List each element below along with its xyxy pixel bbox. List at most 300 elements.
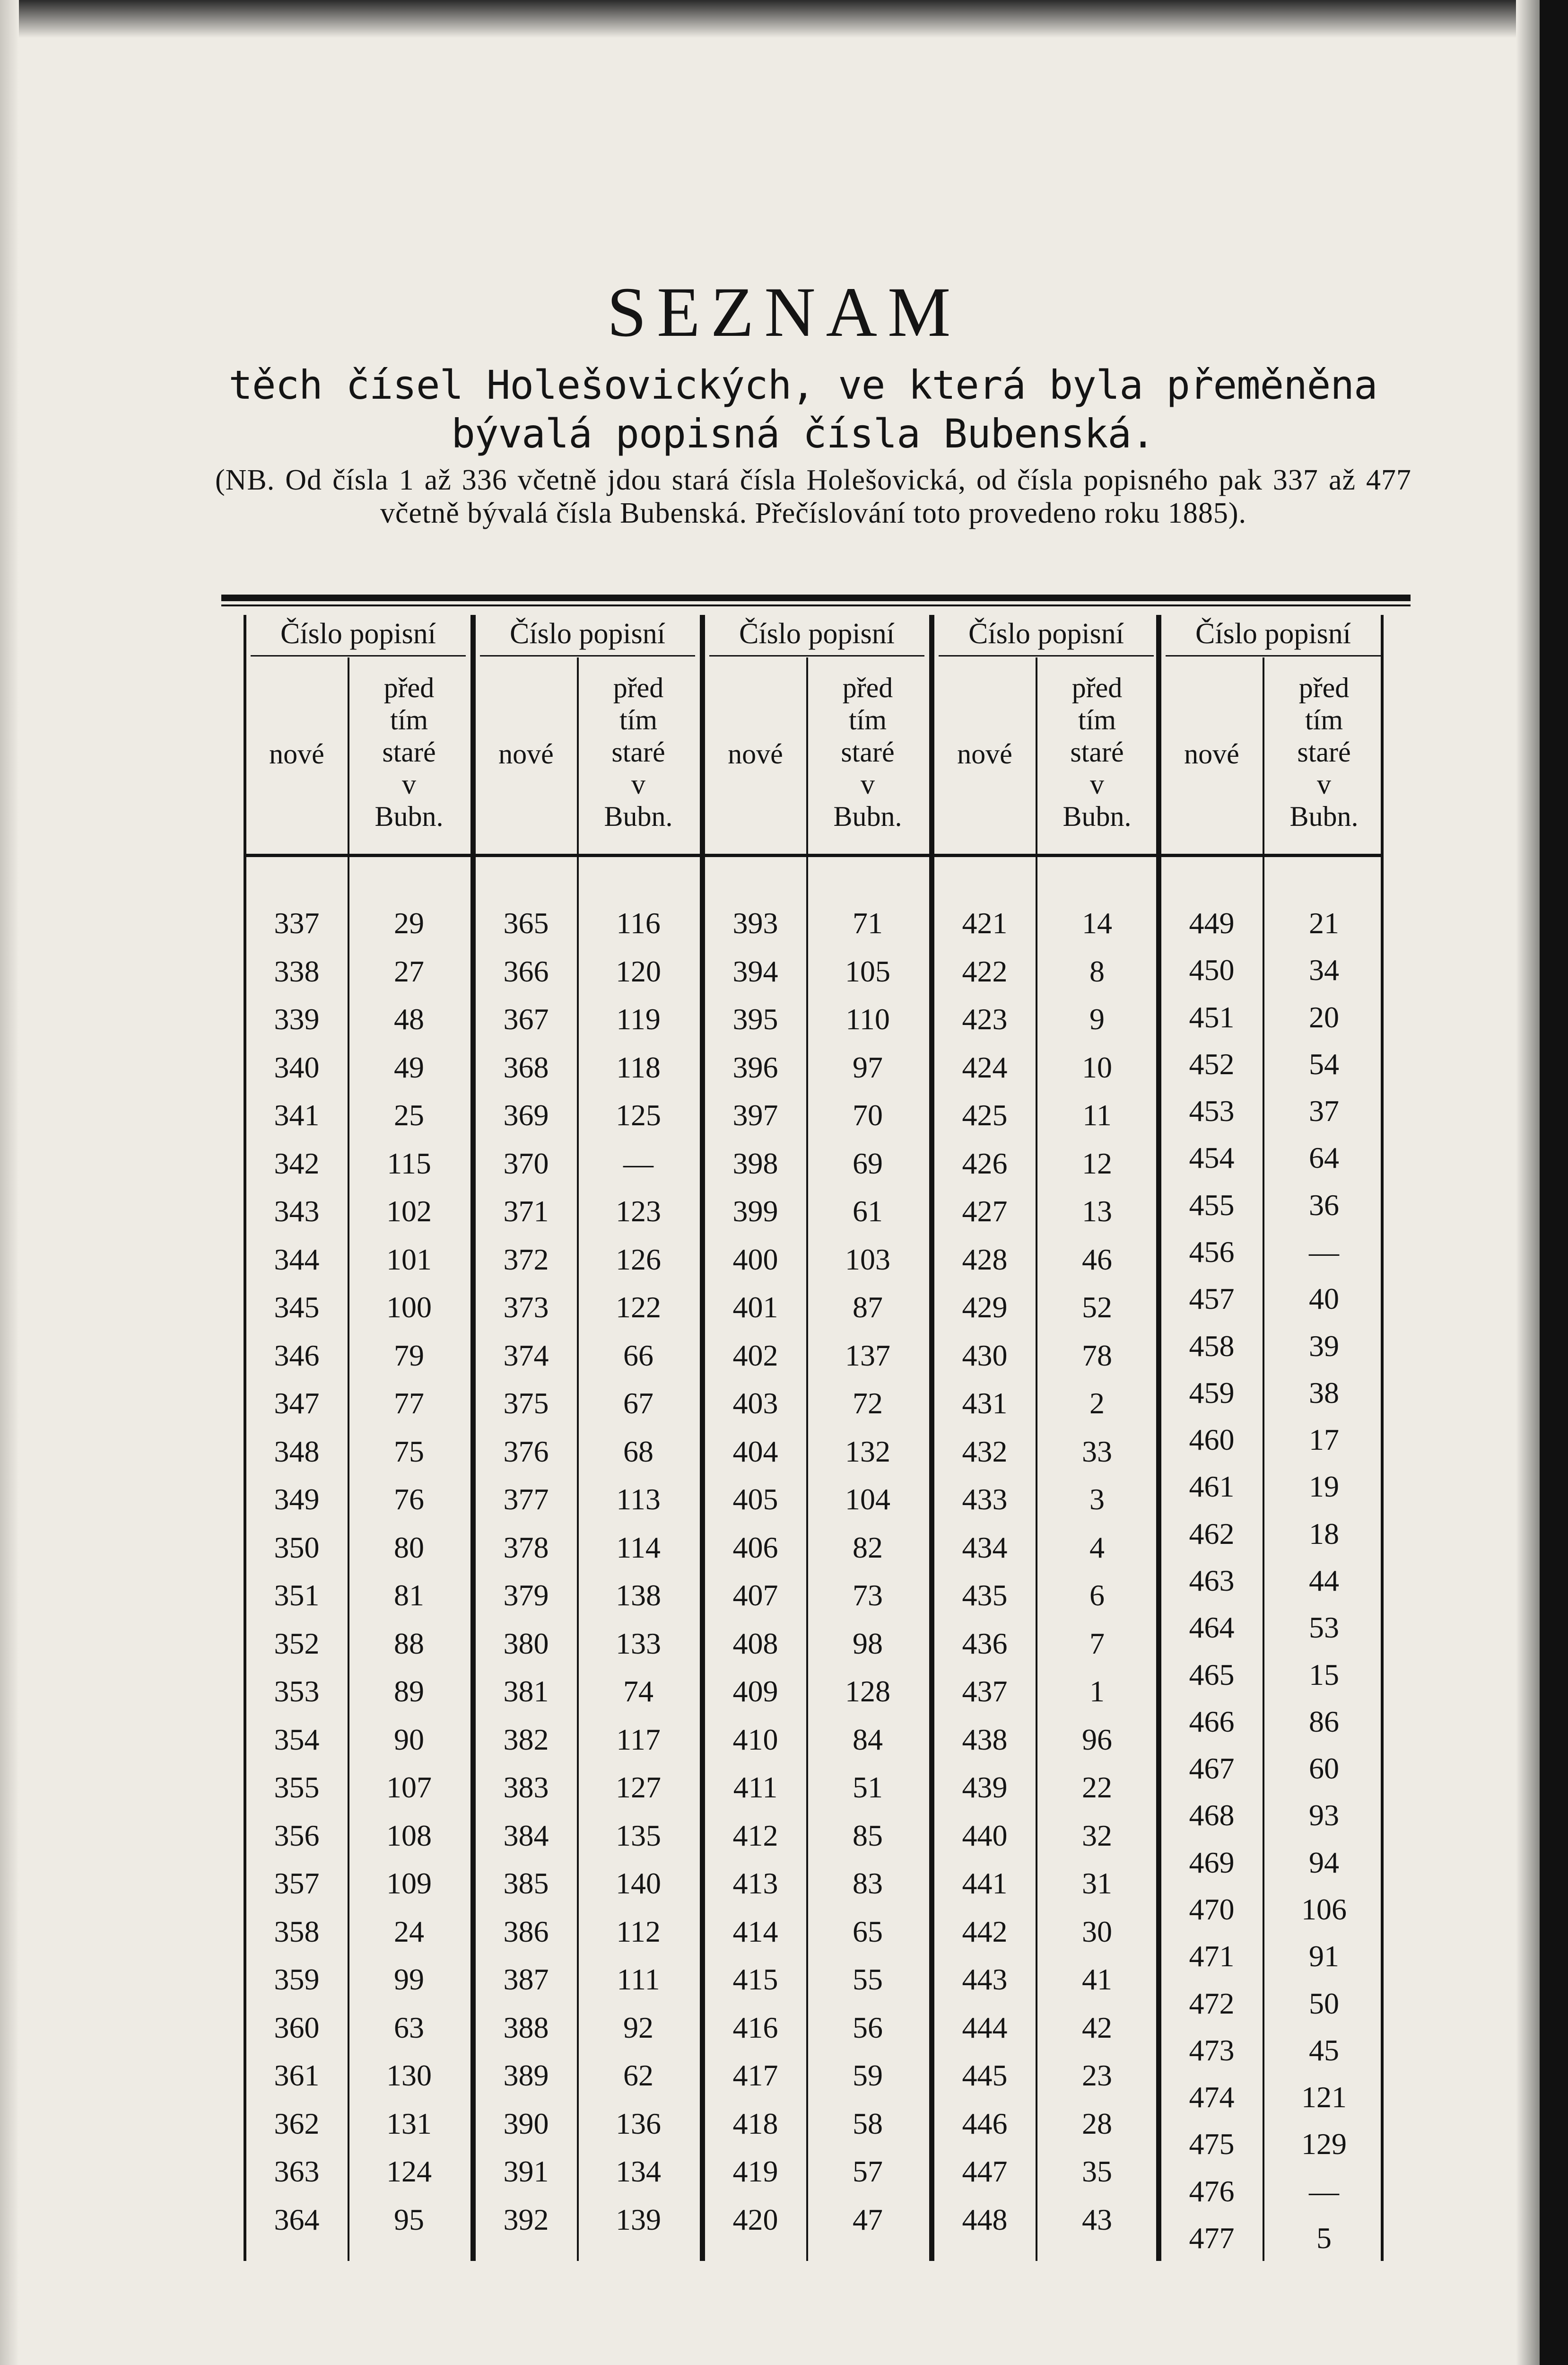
table-cell-new-number: 470 <box>1189 1892 1235 1926</box>
table-cell-old-bubenec-number: 11 <box>1082 1098 1112 1132</box>
table-cell-old-bubenec-number: 100 <box>386 1290 432 1324</box>
table-cell-old-bubenec-number: 91 <box>1309 1939 1339 1973</box>
table-cell-old-bubenec-number: 112 <box>616 1914 661 1948</box>
table-cell-old-bubenec-number: 57 <box>853 2155 883 2188</box>
table-cell-new-number: 338 <box>274 954 320 988</box>
table-cell-new-number: 406 <box>732 1530 778 1564</box>
table-cell-old-bubenec-number: 81 <box>394 1578 424 1612</box>
table-cell-new-number: 437 <box>962 1674 1008 1708</box>
explanatory-note: (NB. Od čísla 1 až 336 včetně jdou stará čísla Holešovická, od čísla popisného pak 337 až 477 včetně bývalá čísla Bubenská. Přečíslování toto provedeno roku 1885). <box>215 464 1411 529</box>
column-header-line: v <box>1317 769 1331 800</box>
table-cell-old-bubenec-number: 55 <box>853 1962 883 1996</box>
table-cell-new-number: 402 <box>732 1338 778 1372</box>
table-cell-new-number: 396 <box>732 1050 778 1084</box>
table-cell-new-number: 434 <box>962 1530 1008 1564</box>
table-cell-old-bubenec-number: 113 <box>616 1482 661 1516</box>
table-cell-new-number: 411 <box>733 1770 778 1804</box>
table-cell-old-bubenec-number: 107 <box>386 1770 432 1804</box>
table-cell-new-number: 410 <box>732 1722 778 1756</box>
table-cell-new-number: 372 <box>503 1242 549 1276</box>
table-cell-old-bubenec-number: 27 <box>394 954 424 988</box>
table-cell-new-number: 366 <box>503 954 549 988</box>
table-cell-old-bubenec-number: 59 <box>853 2058 883 2092</box>
group-title-underline <box>709 655 924 657</box>
group-title-underline <box>939 655 1154 657</box>
table-cell-new-number: 471 <box>1189 1939 1235 1973</box>
table-cell-new-number: 398 <box>732 1146 778 1180</box>
table-cell-old-bubenec-number: 68 <box>623 1434 653 1468</box>
column-header-nove: nové <box>728 738 783 770</box>
table-cell-old-bubenec-number: 129 <box>1301 2127 1347 2161</box>
column-header-line: tím <box>1305 704 1343 736</box>
table-cell-old-bubenec-number: 63 <box>394 2010 424 2044</box>
table-cell-new-number: 371 <box>503 1194 549 1228</box>
table-cell-new-number: 430 <box>962 1338 1008 1372</box>
table-cell-old-bubenec-number: 7 <box>1089 1626 1105 1660</box>
table-cell-new-number: 361 <box>274 2058 320 2092</box>
table-cell-new-number: 440 <box>962 1818 1008 1852</box>
table-cell-old-bubenec-number: 52 <box>1082 1290 1112 1324</box>
table-cell-new-number: 363 <box>274 2155 320 2188</box>
table-cell-old-bubenec-number: 18 <box>1309 1516 1339 1550</box>
table-cell-old-bubenec-number: 135 <box>616 1818 661 1852</box>
table-cell-old-bubenec-number: 45 <box>1309 2033 1339 2067</box>
table-cell-old-bubenec-number: 42 <box>1082 2010 1112 2044</box>
column-header-line: staré <box>1297 736 1351 768</box>
table-cell-new-number: 360 <box>274 2010 320 2044</box>
table-cell-old-bubenec-number: 30 <box>1082 1914 1112 1948</box>
table-cell-old-bubenec-number: 94 <box>1309 1845 1339 1879</box>
column-divider-line <box>806 657 808 2261</box>
table-cell-old-bubenec-number: 28 <box>1082 2106 1112 2140</box>
table-cell-new-number: 377 <box>503 1482 549 1516</box>
table-cell-old-bubenec-number: 2 <box>1089 1386 1105 1420</box>
table-cell-new-number: 376 <box>503 1434 549 1468</box>
table-cell-new-number: 346 <box>274 1338 320 1372</box>
table-cell-new-number: 379 <box>503 1578 549 1612</box>
table-cell-old-bubenec-number: 38 <box>1309 1375 1339 1410</box>
table-cell-new-number: 382 <box>503 1722 549 1756</box>
table-cell-new-number: 352 <box>274 1626 320 1660</box>
table-cell-new-number: 460 <box>1189 1423 1235 1457</box>
table-cell-old-bubenec-number: 21 <box>1309 906 1339 940</box>
table-cell-new-number: 353 <box>274 1674 320 1708</box>
table-cell-new-number: 456 <box>1189 1235 1235 1269</box>
table-cell-old-bubenec-number: 29 <box>394 906 424 940</box>
table-cell-new-number: 446 <box>962 2106 1008 2140</box>
table-cell-old-bubenec-number: 54 <box>1309 1047 1339 1081</box>
table-cell-old-bubenec-number: 75 <box>394 1434 424 1468</box>
table-cell-new-number: 375 <box>503 1386 549 1420</box>
table-cell-new-number: 466 <box>1189 1704 1235 1738</box>
table-cell-new-number: 386 <box>503 1914 549 1948</box>
table-cell-new-number: 452 <box>1189 1047 1235 1081</box>
table-cell-old-bubenec-number: 105 <box>845 954 890 988</box>
table-cell-new-number: 428 <box>962 1242 1008 1276</box>
table-cell-old-bubenec-number: 17 <box>1309 1423 1339 1457</box>
table-cell-old-bubenec-number: 22 <box>1082 1770 1112 1804</box>
table-cell-new-number: 395 <box>732 1002 778 1036</box>
group-title-underline <box>251 655 466 657</box>
table-cell-old-bubenec-number: 138 <box>616 1578 661 1612</box>
table-cell-new-number: 403 <box>732 1386 778 1420</box>
column-header-line: v <box>402 769 416 800</box>
table-cell-old-bubenec-number: 36 <box>1309 1188 1339 1222</box>
table-cell-old-bubenec-number: 71 <box>853 906 883 940</box>
table-cell-old-bubenec-number: 70 <box>853 1098 883 1132</box>
table-cell-new-number: 474 <box>1189 2080 1235 2114</box>
table-cell-old-bubenec-number: 104 <box>845 1482 890 1516</box>
column-header-line: staré <box>841 736 895 768</box>
table-cell-old-bubenec-number: 34 <box>1309 953 1339 987</box>
table-cell-old-bubenec-number: 97 <box>853 1050 883 1084</box>
table-cell-new-number: 364 <box>274 2202 320 2236</box>
table-cell-new-number: 337 <box>274 906 320 940</box>
table-cell-old-bubenec-number: 32 <box>1082 1818 1112 1852</box>
group-title-cislo-popisni: Číslo popisní <box>509 618 665 650</box>
table-cell-old-bubenec-number: 24 <box>394 1914 424 1948</box>
group-title-underline <box>1166 655 1381 657</box>
table-cell-new-number: 450 <box>1189 953 1235 987</box>
column-header-line: před <box>1298 672 1350 703</box>
column-header-pred-tim-stare-v-bubn <box>1263 672 1385 832</box>
table-cell-old-bubenec-number: 111 <box>617 1962 660 1996</box>
table-cell-new-number: 455 <box>1189 1188 1235 1222</box>
table-cell-new-number: 458 <box>1189 1329 1235 1363</box>
subtitle-line-1: těch čísel Holešovických, ve která byla přeměněna <box>228 362 1377 408</box>
table-cell-new-number: 373 <box>503 1290 549 1324</box>
scan-edge-top <box>0 0 1568 38</box>
table-cell-old-bubenec-number: 47 <box>853 2202 883 2236</box>
column-header-line: Bubn. <box>375 801 444 832</box>
table-cell-new-number: 421 <box>962 906 1008 940</box>
table-cell-old-bubenec-number: 87 <box>853 1290 883 1324</box>
table-cell-old-bubenec-number: 62 <box>623 2058 653 2092</box>
table-cell-new-number: 358 <box>274 1914 320 1948</box>
table-cell-old-bubenec-number: 95 <box>394 2202 424 2236</box>
table-cell-new-number: 390 <box>503 2106 549 2140</box>
column-header-line: tím <box>1078 704 1116 736</box>
table-cell-old-bubenec-number: — <box>1309 1235 1339 1269</box>
table-cell-old-bubenec-number: 114 <box>616 1530 661 1564</box>
table-cell-old-bubenec-number: 25 <box>394 1098 424 1132</box>
table-cell-old-bubenec-number: 96 <box>1082 1722 1112 1756</box>
table-cell-old-bubenec-number: 69 <box>853 1146 883 1180</box>
table-cell-new-number: 374 <box>503 1338 549 1372</box>
table-cell-new-number: 477 <box>1189 2221 1235 2255</box>
table-cell-new-number: 424 <box>962 1050 1008 1084</box>
table-cell-new-number: 451 <box>1189 1000 1235 1034</box>
table-cell-new-number: 356 <box>274 1818 320 1852</box>
table-cell-old-bubenec-number: 121 <box>1301 2080 1347 2114</box>
table-cell-new-number: 467 <box>1189 1752 1235 1786</box>
table-cell-new-number: 394 <box>732 954 778 988</box>
group-separator-line <box>244 615 246 2261</box>
table-cell-old-bubenec-number: 101 <box>386 1242 432 1276</box>
table-cell-new-number: 344 <box>274 1242 320 1276</box>
table-cell-old-bubenec-number: 78 <box>1082 1338 1112 1372</box>
table-cell-new-number: 404 <box>732 1434 778 1468</box>
table-cell-new-number: 367 <box>503 1002 549 1036</box>
scan-edge-left <box>0 0 19 2365</box>
table-cell-old-bubenec-number: 61 <box>853 1194 883 1228</box>
table-cell-new-number: 443 <box>962 1962 1008 1996</box>
scan-edge-right-shade <box>1516 0 1540 2365</box>
table-cell-old-bubenec-number: 119 <box>616 1002 661 1036</box>
table-cell-old-bubenec-number: 86 <box>1309 1704 1339 1738</box>
table-cell-old-bubenec-number: 14 <box>1082 906 1112 940</box>
group-title-underline <box>480 655 695 657</box>
table-cell-new-number: 453 <box>1189 1094 1235 1128</box>
table-cell-new-number: 401 <box>732 1290 778 1324</box>
table-cell-new-number: 419 <box>732 2155 778 2188</box>
table-cell-new-number: 423 <box>962 1002 1008 1036</box>
table-cell-new-number: 416 <box>732 2010 778 2044</box>
table-cell-old-bubenec-number: 13 <box>1082 1194 1112 1228</box>
table-cell-old-bubenec-number: 136 <box>616 2106 661 2140</box>
table-cell-new-number: 468 <box>1189 1798 1235 1832</box>
table-cell-old-bubenec-number: 103 <box>845 1242 890 1276</box>
table-cell-new-number: 448 <box>962 2202 1008 2236</box>
table-cell-new-number: 351 <box>274 1578 320 1612</box>
group-title-cislo-popisni: Číslo popisní <box>1195 618 1351 650</box>
table-cell-new-number: 462 <box>1189 1516 1235 1550</box>
column-header-line: staré <box>1070 736 1124 768</box>
table-cell-new-number: 340 <box>274 1050 320 1084</box>
table-cell-old-bubenec-number: 3 <box>1089 1482 1105 1516</box>
table-cell-old-bubenec-number: 139 <box>616 2202 661 2236</box>
table-cell-new-number: 454 <box>1189 1141 1235 1175</box>
table-cell-old-bubenec-number: 65 <box>853 1914 883 1948</box>
table-cell-old-bubenec-number: 72 <box>853 1386 883 1420</box>
column-header-line: v <box>861 769 875 800</box>
table-cell-new-number: 441 <box>962 1866 1008 1900</box>
table-cell-old-bubenec-number: 49 <box>394 1050 424 1084</box>
table-cell-new-number: 380 <box>503 1626 549 1660</box>
table-cell-old-bubenec-number: 93 <box>1309 1798 1339 1832</box>
table-cell-new-number: 431 <box>962 1386 1008 1420</box>
table-cell-new-number: 341 <box>274 1098 320 1132</box>
table-cell-new-number: 369 <box>503 1098 549 1132</box>
table-cell-new-number: 469 <box>1189 1845 1235 1879</box>
table-cell-new-number: 347 <box>274 1386 320 1420</box>
table-header-rule <box>246 854 1381 857</box>
table-cell-old-bubenec-number: 79 <box>394 1338 424 1372</box>
column-divider-line <box>1036 657 1037 2261</box>
table-cell-new-number: 357 <box>274 1866 320 1900</box>
table-cell-old-bubenec-number: 124 <box>386 2155 432 2188</box>
table-cell-old-bubenec-number: 131 <box>386 2106 432 2140</box>
table-cell-new-number: 391 <box>503 2155 549 2188</box>
table-cell-new-number: 354 <box>274 1722 320 1756</box>
column-header-pred-tim-stare-v-bubn <box>348 672 470 832</box>
table-cell-old-bubenec-number: 50 <box>1309 1986 1339 2020</box>
column-divider-line <box>348 657 349 2261</box>
table-cell-new-number: 436 <box>962 1626 1008 1660</box>
table-cell-new-number: 339 <box>274 1002 320 1036</box>
table-cell-old-bubenec-number: 89 <box>394 1674 424 1708</box>
table-cell-old-bubenec-number: 74 <box>623 1674 653 1708</box>
table-cell-new-number: 464 <box>1189 1611 1235 1645</box>
table-cell-old-bubenec-number: 128 <box>845 1674 890 1708</box>
table-cell-old-bubenec-number: 122 <box>616 1290 661 1324</box>
table-cell-new-number: 405 <box>732 1482 778 1516</box>
table-cell-old-bubenec-number: 51 <box>853 1770 883 1804</box>
table-cell-new-number: 350 <box>274 1530 320 1564</box>
table-cell-new-number: 408 <box>732 1626 778 1660</box>
table-cell-new-number: 362 <box>274 2106 320 2140</box>
group-separator-line <box>932 615 934 2261</box>
group-title-cislo-popisni: Číslo popisní <box>739 618 895 650</box>
column-header-line: před <box>613 672 664 703</box>
table-cell-old-bubenec-number: 31 <box>1082 1866 1112 1900</box>
table-cell-new-number: 413 <box>732 1866 778 1900</box>
table-cell-old-bubenec-number: 35 <box>1082 2155 1112 2188</box>
column-header-line: Bubn. <box>604 801 673 832</box>
table-cell-new-number: 400 <box>732 1242 778 1276</box>
table-cell-new-number: 465 <box>1189 1657 1235 1691</box>
column-header-nove: nové <box>1184 738 1239 770</box>
table-cell-new-number: 439 <box>962 1770 1008 1804</box>
table-cell-new-number: 447 <box>962 2155 1008 2188</box>
table-cell-old-bubenec-number: 9 <box>1089 1002 1105 1036</box>
column-header-line: Bubn. <box>1289 801 1359 832</box>
table-cell-old-bubenec-number: 76 <box>394 1482 424 1516</box>
column-header-line: Bubn. <box>1063 801 1132 832</box>
table-cell-new-number: 461 <box>1189 1470 1235 1504</box>
table-cell-new-number: 383 <box>503 1770 549 1804</box>
group-separator-line <box>473 615 476 2261</box>
table-cell-new-number: 459 <box>1189 1375 1235 1410</box>
table-cell-old-bubenec-number: 85 <box>853 1818 883 1852</box>
table-cell-old-bubenec-number: 99 <box>394 1962 424 1996</box>
table-cell-new-number: 370 <box>503 1146 549 1180</box>
table-top-rule-thin <box>221 604 1411 606</box>
table-cell-new-number: 476 <box>1189 2174 1235 2208</box>
table-cell-new-number: 427 <box>962 1194 1008 1228</box>
table-cell-new-number: 418 <box>732 2106 778 2140</box>
table-cell-new-number: 432 <box>962 1434 1008 1468</box>
table-cell-old-bubenec-number: 48 <box>394 1002 424 1036</box>
table-cell-new-number: 449 <box>1189 906 1235 940</box>
table-cell-old-bubenec-number: 102 <box>386 1194 432 1228</box>
table-cell-old-bubenec-number: 134 <box>616 2155 661 2188</box>
table-cell-new-number: 397 <box>732 1098 778 1132</box>
table-cell-new-number: 444 <box>962 2010 1008 2044</box>
table-cell-new-number: 393 <box>732 906 778 940</box>
table-cell-new-number: 445 <box>962 2058 1008 2092</box>
column-header-pred-tim-stare-v-bubn <box>577 672 700 832</box>
table-cell-new-number: 343 <box>274 1194 320 1228</box>
table-cell-new-number: 463 <box>1189 1564 1235 1597</box>
table-cell-new-number: 342 <box>274 1146 320 1180</box>
table-cell-old-bubenec-number: 80 <box>394 1530 424 1564</box>
table-cell-old-bubenec-number: 126 <box>616 1242 661 1276</box>
table-cell-old-bubenec-number: 67 <box>623 1386 653 1420</box>
table-cell-new-number: 472 <box>1189 1986 1235 2020</box>
table-cell-old-bubenec-number: 66 <box>623 1338 653 1372</box>
table-cell-new-number: 392 <box>503 2202 549 2236</box>
table-cell-old-bubenec-number: 108 <box>386 1818 432 1852</box>
column-divider-line <box>1263 657 1264 2261</box>
group-separator-line <box>702 615 705 2261</box>
column-header-line: v <box>631 769 645 800</box>
table-top-rule <box>221 595 1411 601</box>
table-cell-old-bubenec-number: 15 <box>1309 1657 1339 1691</box>
column-header-nove: nové <box>498 738 554 770</box>
table-cell-new-number: 426 <box>962 1146 1008 1180</box>
table-cell-new-number: 415 <box>732 1962 778 1996</box>
table-cell-old-bubenec-number: 82 <box>853 1530 883 1564</box>
table-cell-old-bubenec-number: 5 <box>1316 2221 1332 2255</box>
column-header-line: staré <box>382 736 436 768</box>
table-cell-old-bubenec-number: 77 <box>394 1386 424 1420</box>
table-cell-old-bubenec-number: 120 <box>616 954 661 988</box>
table-cell-new-number: 475 <box>1189 2127 1235 2161</box>
column-header-line: tím <box>848 704 887 736</box>
table-cell-old-bubenec-number: 53 <box>1309 1611 1339 1645</box>
table-cell-new-number: 473 <box>1189 2033 1235 2067</box>
table-cell-old-bubenec-number: 33 <box>1082 1434 1112 1468</box>
table-cell-old-bubenec-number: 56 <box>853 2010 883 2044</box>
table-cell-new-number: 422 <box>962 954 1008 988</box>
table-cell-new-number: 433 <box>962 1482 1008 1516</box>
column-header-line: staré <box>611 736 665 768</box>
table-cell-old-bubenec-number: 1 <box>1089 1674 1105 1708</box>
table-cell-old-bubenec-number: 110 <box>845 1002 890 1036</box>
table-cell-new-number: 384 <box>503 1818 549 1852</box>
table-cell-new-number: 442 <box>962 1914 1008 1948</box>
table-cell-old-bubenec-number: 88 <box>394 1626 424 1660</box>
table-cell-old-bubenec-number: 40 <box>1309 1282 1339 1316</box>
table-cell-old-bubenec-number: 6 <box>1089 1578 1105 1612</box>
table-cell-new-number: 388 <box>503 2010 549 2044</box>
table-cell-new-number: 399 <box>732 1194 778 1228</box>
table-cell-new-number: 412 <box>732 1818 778 1852</box>
table-cell-old-bubenec-number: 125 <box>616 1098 661 1132</box>
table-cell-old-bubenec-number: 58 <box>853 2106 883 2140</box>
table-cell-new-number: 385 <box>503 1866 549 1900</box>
table-cell-old-bubenec-number: 10 <box>1082 1050 1112 1084</box>
table-cell-new-number: 355 <box>274 1770 320 1804</box>
table-cell-old-bubenec-number: 37 <box>1309 1094 1339 1128</box>
table-cell-new-number: 378 <box>503 1530 549 1564</box>
table-cell-old-bubenec-number: 106 <box>1301 1892 1347 1926</box>
table-cell-old-bubenec-number: 109 <box>386 1866 432 1900</box>
table-cell-old-bubenec-number: 41 <box>1082 1962 1112 1996</box>
table-cell-old-bubenec-number: 132 <box>845 1434 890 1468</box>
table-cell-new-number: 359 <box>274 1962 320 1996</box>
table-cell-old-bubenec-number: 130 <box>386 2058 432 2092</box>
table-cell-new-number: 389 <box>503 2058 549 2092</box>
table-cell-old-bubenec-number: 60 <box>1309 1752 1339 1786</box>
table-cell-old-bubenec-number: 20 <box>1309 1000 1339 1034</box>
table-cell-old-bubenec-number: 44 <box>1309 1564 1339 1597</box>
table-cell-old-bubenec-number: 123 <box>616 1194 661 1228</box>
column-header-line: Bubn. <box>833 801 902 832</box>
table-cell-new-number: 407 <box>732 1578 778 1612</box>
table-cell-new-number: 387 <box>503 1962 549 1996</box>
table-cell-new-number: 409 <box>732 1674 778 1708</box>
table-cell-old-bubenec-number: 39 <box>1309 1329 1339 1363</box>
table-cell-old-bubenec-number: 43 <box>1082 2202 1112 2236</box>
scan-edge-right <box>1540 0 1568 2365</box>
table-cell-old-bubenec-number: 133 <box>616 1626 661 1660</box>
table-cell-old-bubenec-number: 73 <box>853 1578 883 1612</box>
table-cell-old-bubenec-number: 118 <box>616 1050 661 1084</box>
table-cell-old-bubenec-number: 127 <box>616 1770 661 1804</box>
table-cell-new-number: 429 <box>962 1290 1008 1324</box>
